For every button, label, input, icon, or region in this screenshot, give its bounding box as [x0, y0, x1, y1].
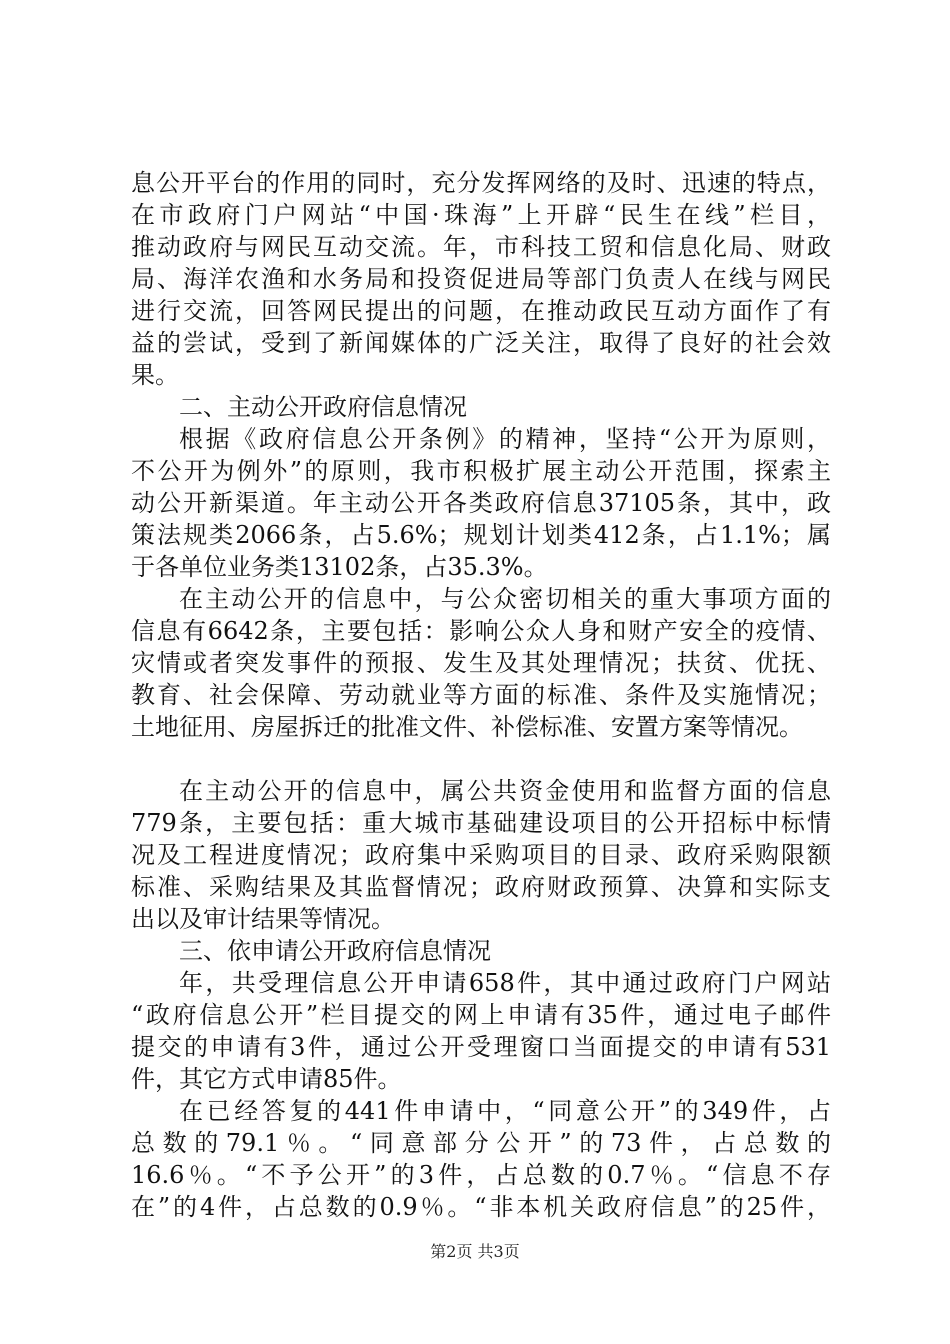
paragraph-line: 土地征用、房屋拆迁的批准文件、补偿标准、安置方案等情况。: [131, 713, 803, 741]
paragraph-line: 在主动公开的信息中，属公共资金使用和监督方面的信息: [179, 777, 831, 805]
paragraph-line: 推动政府与网民互动交流。年，市科技工贸和信息化局、财政: [131, 233, 831, 261]
paragraph-line: 策法规类2066条，占5.6%；规划计划类412条，占1.1%；属: [131, 521, 831, 549]
paragraph-line: 信息有6642条，主要包括：影响公众人身和财产安全的疫情、: [131, 617, 831, 645]
paragraph-line: 况及工程进度情况；政府集中采购项目的目录、政府采购限额: [131, 841, 831, 869]
paragraph-line: 年，共受理信息公开申请658件，其中通过政府门户网站: [179, 969, 831, 997]
paragraph-line: 益的尝试，受到了新闻媒体的广泛关注，取得了良好的社会效: [131, 329, 831, 357]
paragraph-line: 不公开为例外”的原则，我市积极扩展主动公开范围，探索主: [131, 457, 831, 485]
paragraph-line: 在主动公开的信息中，与公众密切相关的重大事项方面的: [179, 585, 831, 613]
paragraph-line: 果。: [131, 361, 179, 389]
section-heading: 二、主动公开政府信息情况: [179, 393, 467, 421]
paragraph-line: 总数的79.1％。“同意部分公开”的73件，占总数的: [131, 1129, 831, 1157]
paragraph-line: 息公开平台的作用的同时，充分发挥网络的及时、迅速的特点，: [131, 169, 831, 197]
paragraph-line: 在已经答复的441件申请中，“同意公开”的349件，占: [179, 1097, 831, 1125]
paragraph-line: 灾情或者突发事件的预报、发生及其处理情况；扶贫、优抚、: [131, 649, 831, 677]
page-number-footer: 第2页 共3页: [430, 1242, 520, 1261]
paragraph-line: “政府信息公开”栏目提交的网上申请有35件，通过电子邮件: [131, 1001, 831, 1029]
paragraph-line: 根据《政府信息公开条例》的精神，坚持“公开为原则，: [179, 425, 831, 453]
paragraph-line: 提交的申请有3件，通过公开受理窗口当面提交的申请有531: [131, 1033, 831, 1061]
paragraph-line: 件，其它方式申请85件。: [131, 1065, 402, 1093]
paragraph-line: 在”的4件，占总数的0.9％。“非本机关政府信息”的25件，: [131, 1193, 831, 1221]
paragraph-line: 进行交流，回答网民提出的问题，在推动政民互动方面作了有: [131, 297, 831, 325]
paragraph-line: 标准、采购结果及其监督情况；政府财政预算、决算和实际支: [131, 873, 831, 901]
section-heading: 三、依申请公开政府信息情况: [179, 937, 491, 965]
paragraph-line: 局、海洋农渔和水务局和投资促进局等部门负责人在线与网民: [131, 265, 831, 293]
paragraph-line: 在市政府门户网站“中国·珠海”上开辟“民生在线”栏目，: [131, 201, 831, 229]
paragraph-line: 动公开新渠道。年主动公开各类政府信息37105条，其中，政: [131, 489, 831, 517]
paragraph-line: 出以及审计结果等情况。: [131, 905, 395, 933]
paragraph-line: 779条，主要包括：重大城市基础建设项目的公开招标中标情: [131, 809, 831, 837]
paragraph-line: 于各单位业务类13102条，占35.3%。: [131, 553, 548, 581]
paragraph-line: 教育、社会保障、劳动就业等方面的标准、条件及实施情况；: [131, 681, 831, 709]
paragraph-line: 16.6％。“不予公开”的3件，占总数的0.7％。“信息不存: [131, 1161, 831, 1189]
